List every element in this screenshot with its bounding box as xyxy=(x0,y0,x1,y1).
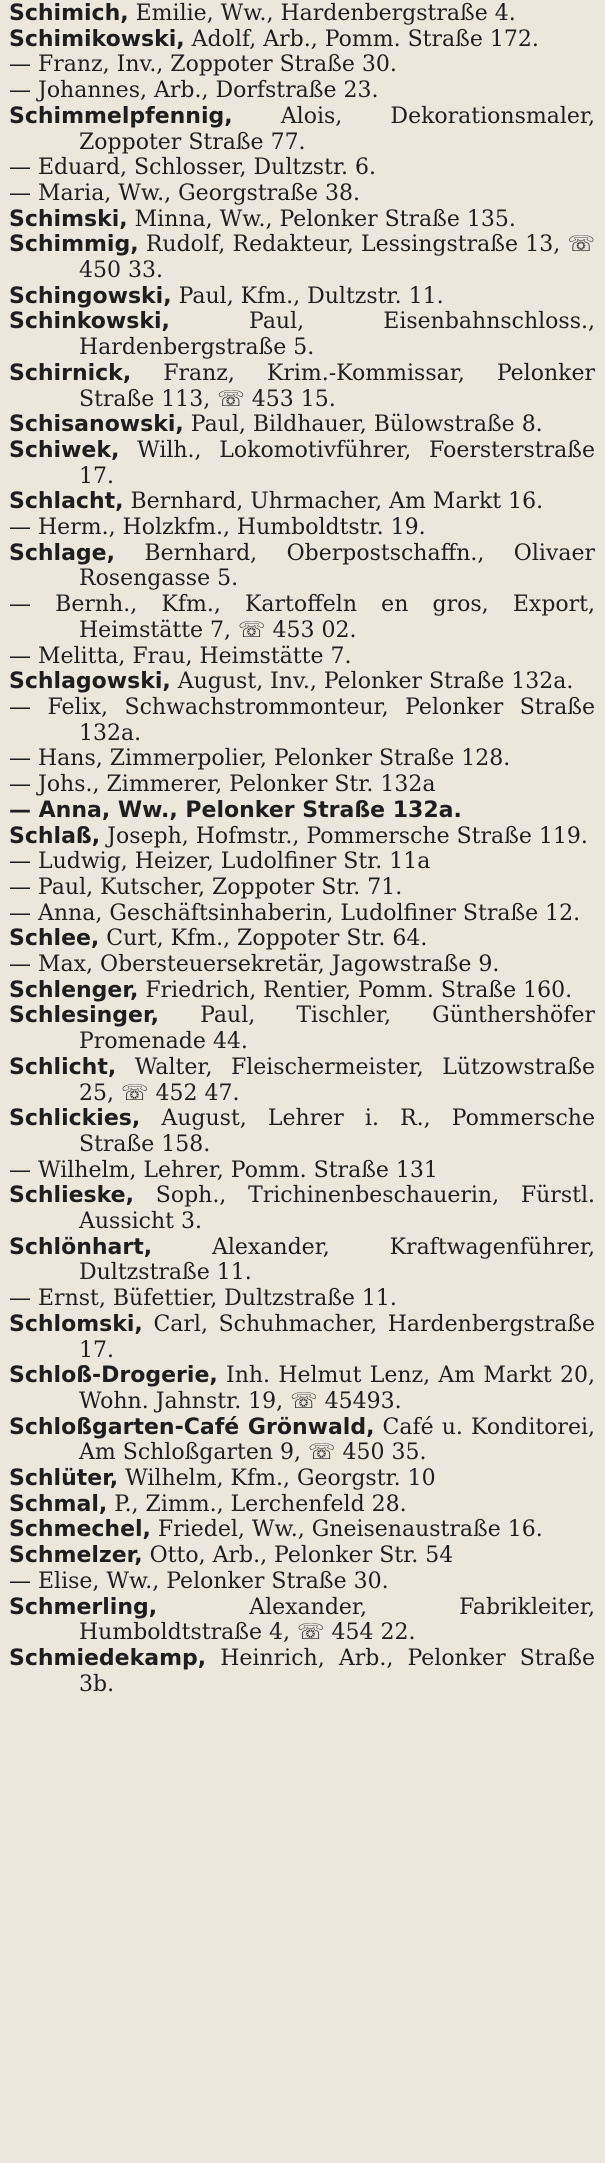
entry-name: Schlaß, xyxy=(9,823,101,849)
directory-entry xyxy=(9,515,595,541)
entry-text: Bernhard, Oberpostschaffn., Olivaer Rosengasse 5. xyxy=(79,540,595,592)
entry-name: Schlickies, xyxy=(9,1106,141,1132)
entry-name: Schingowski, xyxy=(9,283,172,309)
directory-entry xyxy=(9,901,595,927)
directory-entry xyxy=(9,644,595,670)
directory-entry xyxy=(9,926,595,952)
directory-entry xyxy=(9,1363,595,1414)
entry-text: — Anna, Ww., Pelonker Straße 132a. xyxy=(9,797,462,823)
entry-text: Paul, Tischler, Günthershöfer Promenade 44. xyxy=(79,1003,595,1055)
entry-name: Schmiedekamp, xyxy=(9,1646,207,1671)
entry-text: Wilhelm, Kfm., Georgstr. 10 xyxy=(125,1466,436,1492)
entry-text: — Anna, Geschäftsinhaberin, Ludolfiner Straße 12. xyxy=(9,900,581,926)
entry-text: — Hans, Zimmerpolier, Pelonker Straße 128. xyxy=(9,746,511,772)
entry-text: — Franz, Inv., Zoppoter Straße 30. xyxy=(9,52,397,78)
directory-entry xyxy=(9,1055,595,1106)
directory-entry xyxy=(9,1517,595,1543)
directory-entry xyxy=(9,489,595,515)
entry-text: Café u. Konditorei, Am Schloßgarten 9, ☏ 450 35. xyxy=(79,1414,595,1466)
directory-entry xyxy=(9,824,595,850)
entry-text: — Max, Obersteuersekretär, Jagowstraße 9. xyxy=(9,952,500,978)
directory-entry xyxy=(9,1183,595,1234)
directory-entry xyxy=(9,78,595,104)
entry-text: — Maria, Ww., Georgstraße 38. xyxy=(9,180,361,206)
entry-text: Alexander, Kraftwagenführer, Dultzstraße 11. xyxy=(79,1234,595,1286)
entry-text: Minna, Ww., Pelonker Straße 135. xyxy=(134,206,516,232)
entry-text: — Melitta, Frau, Heimstätte 7. xyxy=(9,643,352,669)
entry-text: Curt, Kfm., Zoppoter Str. 64. xyxy=(106,926,428,952)
directory-entry xyxy=(9,1106,595,1157)
directory-entry xyxy=(9,849,595,875)
directory-entry xyxy=(9,1415,595,1466)
entry-text: — Felix, Schwachstrommonteur, Pelonker Straße 132a. xyxy=(9,694,595,746)
entry-text: Adolf, Arb., Pomm. Straße 172. xyxy=(191,26,539,52)
entry-name: Schlenger, xyxy=(9,977,139,1003)
directory-entry xyxy=(9,104,595,155)
entry-text: — Eduard, Schlosser, Dultzstr. 6. xyxy=(9,155,377,181)
directory-entry xyxy=(9,1,595,27)
entry-name: Schlagowski, xyxy=(9,669,171,695)
entry-name: Schimmelpfennig, xyxy=(9,103,233,129)
entry-text: Paul, Bildhauer, Bülowstraße 8. xyxy=(190,412,543,438)
entry-text: Franz, Krim.-Kommissar, Pelonker Straße 113, ☏ 453 15. xyxy=(79,360,596,412)
entry-name: Schimmig, xyxy=(9,232,139,258)
directory-entry xyxy=(9,1158,595,1184)
entry-text: Carl, Schuhmacher, Hardenbergstraße 17. xyxy=(79,1311,596,1363)
directory-entry xyxy=(9,1466,595,1492)
entry-text: Bernhard, Uhrmacher, Am Markt 16. xyxy=(130,489,544,515)
entry-text: Alexander, Fabrikleiter, Humboldtstraße 4, ☏ 454 22. xyxy=(79,1594,595,1646)
entry-text: Paul, Eisenbahnschloss., Hardenbergstraße 5. xyxy=(79,309,595,361)
directory-entry xyxy=(9,772,595,798)
directory-entry xyxy=(9,27,595,53)
entry-text: Rudolf, Redakteur, Lessingstraße 13, ☏ 450 33. xyxy=(79,232,595,284)
directory-entry xyxy=(9,438,595,489)
entry-name: Schimich, xyxy=(9,1,129,26)
entry-text: — Wilhelm, Lehrer, Pomm. Straße 131 xyxy=(9,1157,438,1183)
directory-entry xyxy=(9,746,595,772)
entry-text: August, Inv., Pelonker Straße 132a. xyxy=(177,669,574,695)
directory-entry xyxy=(9,1003,595,1054)
entry-name: Schlomski, xyxy=(9,1311,143,1337)
entry-name: Schiwek, xyxy=(9,437,120,463)
entry-text: August, Lehrer i. R., Pommersche Straße 158. xyxy=(79,1106,595,1157)
directory-entry xyxy=(9,207,595,233)
entry-name: Schlacht, xyxy=(9,489,124,515)
entry-text: — Ludwig, Heizer, Ludolfiner Str. 11a xyxy=(9,849,431,875)
entry-name: Schmechel, xyxy=(9,1517,151,1543)
directory-entry xyxy=(9,978,595,1004)
directory-entry xyxy=(9,1646,595,1697)
directory-entry xyxy=(9,1312,595,1363)
directory-entry xyxy=(9,541,595,592)
entry-name: Schlage, xyxy=(9,540,115,566)
entry-text: Paul, Kfm., Dultzstr. 11. xyxy=(178,283,444,309)
entry-name: Schimski, xyxy=(9,206,128,232)
entry-text: Friedrich, Rentier, Pomm. Straße 160. xyxy=(145,977,573,1003)
entry-name: Schloßgarten-Café Grönwald, xyxy=(9,1414,375,1440)
entry-text: — Johannes, Arb., Dorfstraße 23. xyxy=(9,78,379,104)
entry-text: — Bernh., Kfm., Kartoffeln en gros, Export, Heimstätte 7, ☏ 453 02. xyxy=(9,592,595,643)
entry-text: Soph., Trichinenbeschauerin, Fürstl. Aussicht 3. xyxy=(79,1183,595,1235)
entry-name: Schmal, xyxy=(9,1491,108,1517)
entry-name: Schlee, xyxy=(9,926,100,952)
directory-entry xyxy=(9,412,595,438)
entry-name: Schisanowski, xyxy=(9,412,184,438)
directory-entry xyxy=(9,1286,595,1312)
directory-entry xyxy=(9,284,595,310)
directory-entry xyxy=(9,361,595,412)
entry-name: Schmerling, xyxy=(9,1594,158,1620)
entry-text: — Johs., Zimmerer, Pelonker Str. 132a xyxy=(9,772,436,798)
directory-entry xyxy=(9,155,595,181)
entry-text: Friedel, Ww., Gneisenaustraße 16. xyxy=(157,1517,543,1543)
entry-text: Inh. Helmut Lenz, Am Markt 20, Wohn. Jahnstr. 19, ☏ 45493. xyxy=(79,1363,595,1414)
entry-name: Schirnick, xyxy=(9,360,132,386)
directory-entry xyxy=(9,1569,595,1595)
entry-text: Otto, Arb., Pelonker Str. 54 xyxy=(149,1543,454,1569)
entry-text: Heinrich, Arb., Pelonker Straße 3b. xyxy=(79,1646,595,1697)
entry-text: — Herm., Holzkfm., Humboldtstr. 19. xyxy=(9,515,426,541)
entry-name: Schlüter, xyxy=(9,1466,119,1492)
directory-entry xyxy=(9,309,595,360)
entry-text: Alois, Dekorationsmaler, Zoppoter Straße 77. xyxy=(79,103,596,155)
directory-entry xyxy=(9,1595,595,1646)
directory-entry xyxy=(9,592,595,643)
directory-entry xyxy=(9,875,595,901)
entry-name: Schlesinger, xyxy=(9,1003,159,1029)
entry-text: Walter, Fleischermeister, Lützowstraße 25, ☏ 452 47. xyxy=(79,1054,596,1106)
entry-text: — Elise, Ww., Pelonker Straße 30. xyxy=(9,1568,389,1594)
directory-entry xyxy=(9,181,595,207)
directory-entry xyxy=(9,52,595,78)
entry-name: Schloß-Drogerie, xyxy=(9,1363,218,1389)
entry-text: — Paul, Kutscher, Zoppoter Str. 71. xyxy=(9,874,403,900)
directory-entry xyxy=(9,232,595,283)
entry-name: Schlieske, xyxy=(9,1183,134,1209)
entry-name: Schimikowski, xyxy=(9,26,185,52)
directory-entry xyxy=(9,1235,595,1286)
directory-entry xyxy=(9,669,595,695)
entry-name: Schlönhart, xyxy=(9,1234,153,1260)
directory-entry xyxy=(9,952,595,978)
entry-name: Schmelzer, xyxy=(9,1543,143,1569)
entry-text: P., Zimm., Lerchenfeld 28. xyxy=(114,1491,407,1517)
entry-name: Schinkowski, xyxy=(9,309,170,335)
entry-name: Schlicht, xyxy=(9,1054,117,1080)
directory-entry xyxy=(9,1492,595,1518)
directory-entry xyxy=(9,695,595,746)
directory-entry xyxy=(9,798,595,824)
entry-text: — Ernst, Büfettier, Dultzstraße 11. xyxy=(9,1286,397,1312)
entry-text: Joseph, Hofmstr., Pommersche Straße 119. xyxy=(107,823,588,849)
directory-entry xyxy=(9,1543,595,1569)
entry-text: Emilie, Ww., Hardenbergstraße 4. xyxy=(135,1,516,26)
entry-text: Wilh., Lokomotivführer, Foersterstraße 17. xyxy=(79,437,595,489)
